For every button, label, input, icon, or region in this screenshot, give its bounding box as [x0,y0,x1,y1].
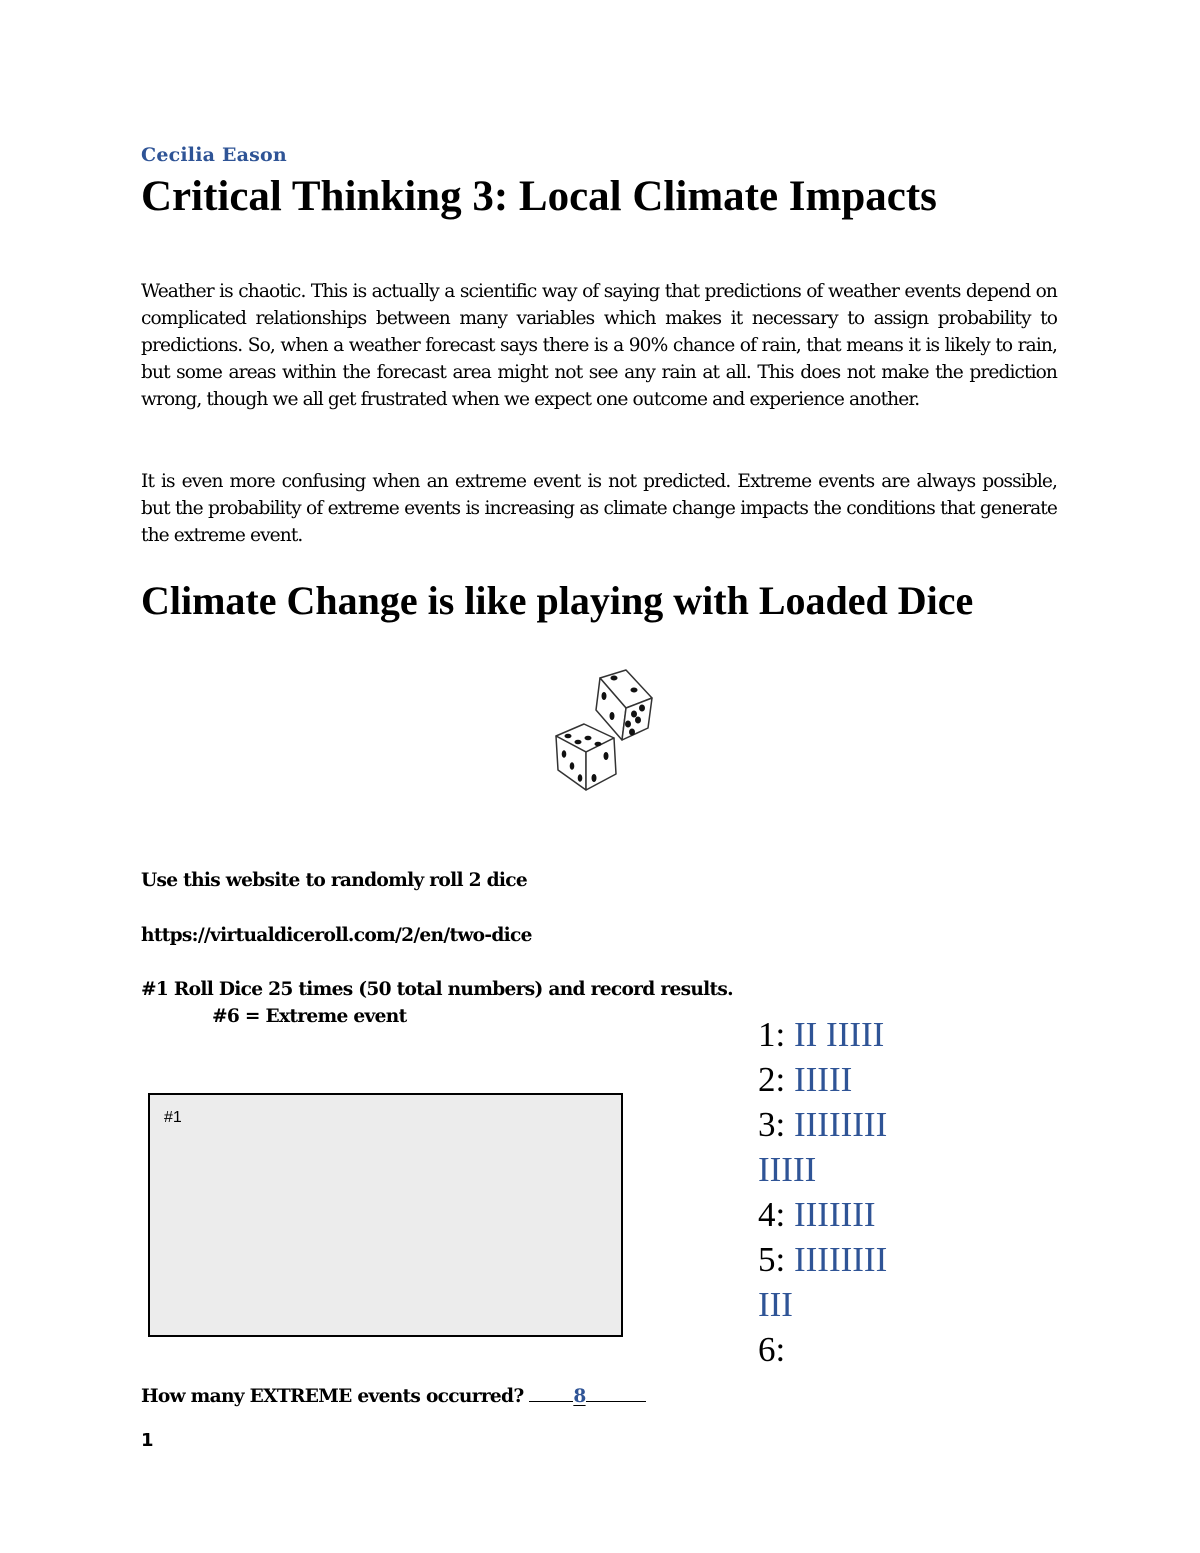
tally-marks[interactable]: IIIIIIIIIII [758,1240,888,1324]
tally-list [758,1012,898,1372]
tally-row-5 [758,1237,898,1327]
question-text: How many EXTREME events occurred? [141,1386,524,1407]
tally-marks[interactable]: IIIIIIIIIIIII [758,1105,888,1189]
extreme-events-answer[interactable]: 8 [573,1386,586,1407]
results-text-box[interactable] [148,1093,623,1337]
dice-website-link[interactable]: https://virtualdiceroll.com/2/en/two-dice [141,925,532,946]
answer-blank-after [586,1381,646,1402]
extreme-events-paragraph: It is even more confusing when an extreme event is not predicted. Extreme events are always possible, but the probability of extreme events is increasing as climate change impacts the conditions that generate the extreme event. [141,471,1057,546]
tally-label: 5: [758,1240,786,1279]
tally-marks[interactable]: IIIIIII [793,1195,876,1234]
tally-row-2 [758,1057,898,1102]
tally-marks[interactable]: II IIIII [793,1015,885,1054]
instruction-text: Use this website to randomly roll 2 dice [141,870,528,891]
tally-row-4 [758,1192,898,1237]
answer-blank-before [529,1381,573,1402]
tally-label: 6: [758,1330,786,1369]
tally-label: 4: [758,1195,786,1234]
intro-paragraph: Weather is chaotic. This is actually a scientific way of saying that predictions of weather events depend on complicated relationships between many variables which makes it necessary to assign probability to predictions. So, when a weather forecast says there is a 90% chance of rain, that means it is likely to rain, but some areas within the forecast area might not see any rain at all. This does not make the prediction wrong, though we all get frustrated when we expect one outcome and experience another. [141,281,1057,410]
page-number: 1 [141,1430,154,1451]
section-heading: Climate Change is like playing with Loaded Dice [141,578,974,623]
tally-row-6 [758,1327,898,1372]
tally-marks[interactable]: IIIII [793,1060,853,1099]
extreme-event-note: #6 = Extreme event [212,1006,407,1027]
tally-row-1 [758,1012,898,1057]
tally-label: 2: [758,1060,786,1099]
step-1-instruction: #1 Roll Dice 25 times (50 total numbers) and record results. [141,979,733,1000]
tally-label: 3: [758,1105,786,1144]
author-name: Cecilia Eason [141,144,287,166]
two-dice-icon [552,668,660,796]
page-title: Critical Thinking 3: Local Climate Impacts [141,173,937,220]
tally-row-3 [758,1102,898,1192]
extreme-events-question [141,1381,646,1410]
results-box-label: #1 [164,1109,182,1126]
tally-label: 1: [758,1015,786,1054]
